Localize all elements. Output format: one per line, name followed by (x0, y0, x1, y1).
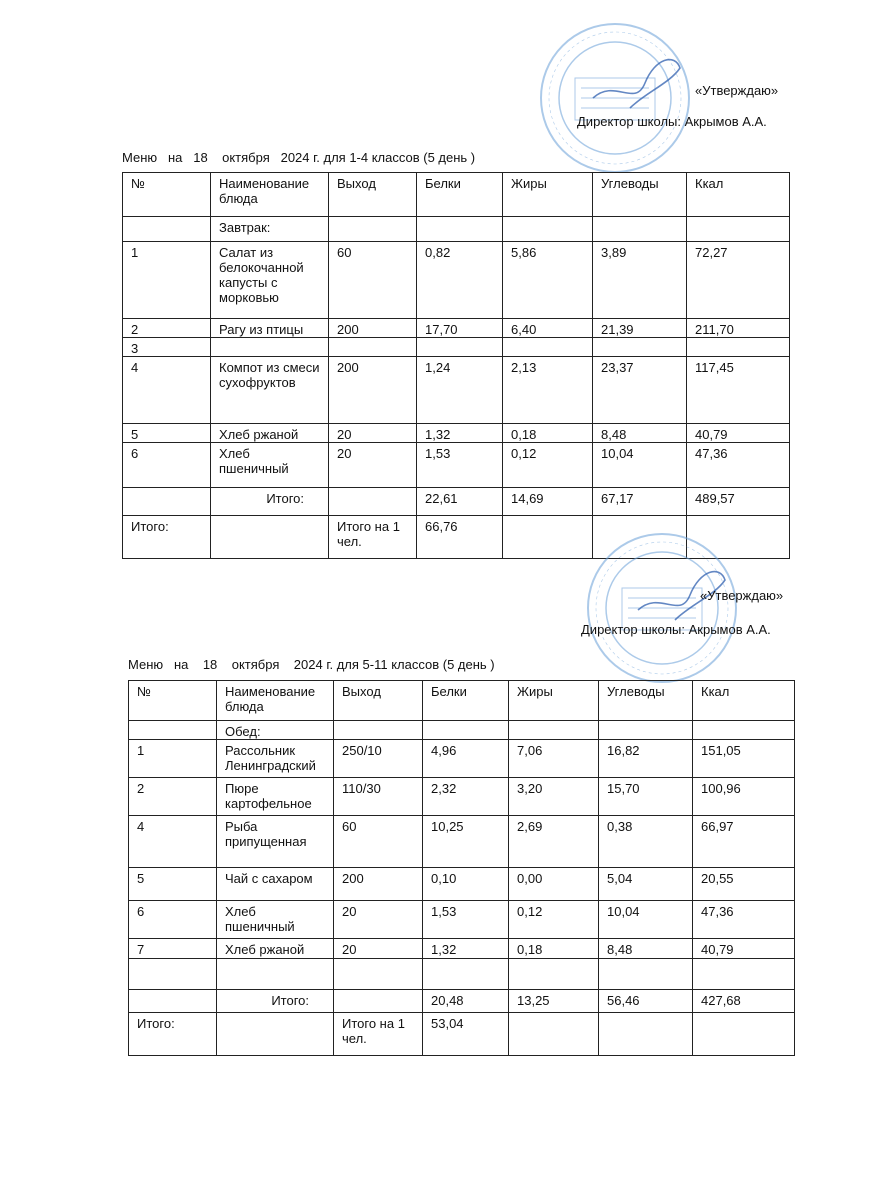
empty-cell (503, 217, 593, 242)
table-row (123, 443, 790, 488)
col-dish-header: Наименование блюда (211, 173, 329, 217)
table-row (129, 740, 795, 778)
dish-carbs: 0,38 (599, 816, 693, 868)
dish-number: 5 (123, 424, 211, 443)
empty-cell (509, 721, 599, 740)
table-row (129, 816, 795, 868)
dish-kcal (687, 338, 790, 357)
dish-protein: 1,24 (417, 357, 503, 424)
col-kcal-header: Ккал (687, 173, 790, 217)
total-protein: 22,61 (417, 488, 503, 516)
dish-fat: 7,06 (509, 740, 599, 778)
total-carbs: 67,17 (593, 488, 687, 516)
dish-protein: 10,25 (423, 816, 509, 868)
empty-cell (423, 721, 509, 740)
dish-protein: 17,70 (417, 319, 503, 338)
dish-carbs: 15,70 (599, 778, 693, 816)
empty-cell (599, 721, 693, 740)
col-protein-header: Белки (423, 681, 509, 721)
approval-director: Директор школы: Акрымов А.А. (581, 622, 771, 637)
dish-output: 200 (334, 868, 423, 901)
table-row (123, 319, 790, 338)
per-person-value: 66,76 (417, 516, 503, 559)
dish-output (329, 338, 417, 357)
col-carbs-header: Углеводы (593, 173, 687, 217)
dish-protein: 2,32 (423, 778, 509, 816)
col-number-header: № (129, 681, 217, 721)
dish-name (217, 959, 334, 990)
per-person-label: Итого на 1 чел. (334, 1013, 423, 1056)
table-row (123, 242, 790, 319)
dish-output: 250/10 (334, 740, 423, 778)
table-row (123, 424, 790, 443)
dish-protein: 0,82 (417, 242, 503, 319)
table-row (129, 721, 795, 740)
dish-number: 2 (123, 319, 211, 338)
table-row (123, 488, 790, 516)
empty-cell (129, 721, 217, 740)
dish-output: 200 (329, 319, 417, 338)
dish-protein: 1,32 (417, 424, 503, 443)
table-row (123, 217, 790, 242)
header-row (123, 173, 790, 217)
dish-kcal: 100,96 (693, 778, 795, 816)
dish-fat: 5,86 (503, 242, 593, 319)
director-signature (585, 48, 695, 118)
dish-protein (423, 959, 509, 990)
menu-title: Меню на 18 октября 2024 г. для 5-11 классов (5 день ) (128, 657, 495, 672)
col-number-header: № (123, 173, 211, 217)
dish-kcal: 72,27 (687, 242, 790, 319)
table-row (129, 1013, 795, 1056)
dish-carbs: 10,04 (599, 901, 693, 939)
dish-name: Хлеб пшеничный (211, 443, 329, 488)
table-row (123, 357, 790, 424)
dish-kcal: 20,55 (693, 868, 795, 901)
dish-fat: 0,18 (503, 424, 593, 443)
empty-cell (129, 990, 217, 1013)
col-fat-header: Жиры (509, 681, 599, 721)
dish-name: Рассольник Ленинградский (217, 740, 334, 778)
dish-protein: 0,10 (423, 868, 509, 901)
total-fat: 13,25 (509, 990, 599, 1013)
dish-name: Компот из смеси сухофруктов (211, 357, 329, 424)
dish-protein: 4,96 (423, 740, 509, 778)
dish-output: 60 (334, 816, 423, 868)
dish-kcal: 47,36 (693, 901, 795, 939)
dish-kcal (693, 959, 795, 990)
table-row (123, 338, 790, 357)
table-row (129, 990, 795, 1013)
col-fat-header: Жиры (503, 173, 593, 217)
dish-kcal: 117,45 (687, 357, 790, 424)
dish-carbs: 8,48 (593, 424, 687, 443)
approval-title: «Утверждаю» (700, 588, 784, 603)
header-row (129, 681, 795, 721)
dish-output: 200 (329, 357, 417, 424)
dish-fat: 2,13 (503, 357, 593, 424)
dish-kcal: 211,70 (687, 319, 790, 338)
col-carbs-header: Углеводы (599, 681, 693, 721)
dish-carbs: 3,89 (593, 242, 687, 319)
dish-name (211, 338, 329, 357)
dish-number: 4 (123, 357, 211, 424)
dish-fat (503, 338, 593, 357)
empty-cell (599, 1013, 693, 1056)
dish-fat (509, 959, 599, 990)
empty-cell (329, 217, 417, 242)
col-output-header: Выход (334, 681, 423, 721)
dish-name: Рагу из птицы (211, 319, 329, 338)
dish-fat: 0,00 (509, 868, 599, 901)
empty-cell (503, 516, 593, 559)
col-kcal-header: Ккал (693, 681, 795, 721)
total-label: Итого: (211, 488, 329, 516)
menu-table-1 (122, 172, 790, 559)
dish-number: 5 (129, 868, 217, 901)
approval-director: Директор школы: Акрымов А.А. (577, 114, 767, 129)
dish-output: 110/30 (334, 778, 423, 816)
dish-output: 20 (329, 443, 417, 488)
empty-cell (217, 1013, 334, 1056)
table-row (129, 959, 795, 990)
dish-number: 4 (129, 816, 217, 868)
dish-protein: 1,32 (423, 939, 509, 959)
col-protein-header: Белки (417, 173, 503, 217)
empty-cell (329, 488, 417, 516)
total-protein: 20,48 (423, 990, 509, 1013)
dish-fat: 0,12 (509, 901, 599, 939)
empty-cell (417, 217, 503, 242)
table-row (129, 778, 795, 816)
dish-fat: 3,20 (509, 778, 599, 816)
dish-name: Пюре картофельное (217, 778, 334, 816)
dish-number: 6 (123, 443, 211, 488)
empty-cell (693, 1013, 795, 1056)
table-row (129, 901, 795, 939)
dish-carbs (599, 959, 693, 990)
grand-total-label: Итого: (123, 516, 211, 559)
dish-carbs: 16,82 (599, 740, 693, 778)
dish-carbs: 10,04 (593, 443, 687, 488)
dish-protein: 1,53 (423, 901, 509, 939)
dish-output: 20 (329, 424, 417, 443)
dish-number: 1 (129, 740, 217, 778)
dish-number: 1 (123, 242, 211, 319)
total-label: Итого: (217, 990, 334, 1013)
dish-output: 60 (329, 242, 417, 319)
dish-protein: 1,53 (417, 443, 503, 488)
dish-name: Салат из белокочанной капусты с морковью (211, 242, 329, 319)
dish-fat: 2,69 (509, 816, 599, 868)
dish-carbs: 23,37 (593, 357, 687, 424)
empty-cell (123, 217, 211, 242)
empty-cell (211, 516, 329, 559)
grand-total-label: Итого: (129, 1013, 217, 1056)
dish-name: Хлеб пшеничный (217, 901, 334, 939)
total-fat: 14,69 (503, 488, 593, 516)
dish-kcal: 40,79 (687, 424, 790, 443)
empty-cell (509, 1013, 599, 1056)
approval-title: «Утверждаю» (695, 83, 779, 98)
per-person-label: Итого на 1 чел. (329, 516, 417, 559)
empty-cell (687, 217, 790, 242)
dish-number: 2 (129, 778, 217, 816)
menu-title: Меню на 18 октября 2024 г. для 1-4 классов (5 день ) (122, 150, 476, 165)
col-dish-header: Наименование блюда (217, 681, 334, 721)
dish-name: Хлеб ржаной (211, 424, 329, 443)
col-output-header: Выход (329, 173, 417, 217)
dish-name: Хлеб ржаной (217, 939, 334, 959)
total-kcal: 489,57 (687, 488, 790, 516)
dish-carbs: 8,48 (599, 939, 693, 959)
dish-name: Чай с сахаром (217, 868, 334, 901)
dish-number: 6 (129, 901, 217, 939)
empty-cell (334, 990, 423, 1013)
dish-output (334, 959, 423, 990)
dish-output: 20 (334, 901, 423, 939)
dish-carbs: 5,04 (599, 868, 693, 901)
dish-protein (417, 338, 503, 357)
meal-section-label: Обед: (217, 721, 334, 740)
dish-number: 7 (129, 939, 217, 959)
empty-cell (693, 721, 795, 740)
table-row (129, 939, 795, 959)
meal-section-label: Завтрак: (211, 217, 329, 242)
dish-fat: 6,40 (503, 319, 593, 338)
dish-number (129, 959, 217, 990)
menu-table-2 (128, 680, 795, 1056)
dish-carbs: 21,39 (593, 319, 687, 338)
dish-fat: 0,18 (509, 939, 599, 959)
dish-kcal: 151,05 (693, 740, 795, 778)
dish-carbs (593, 338, 687, 357)
empty-cell (593, 217, 687, 242)
per-person-value: 53,04 (423, 1013, 509, 1056)
dish-fat: 0,12 (503, 443, 593, 488)
dish-output: 20 (334, 939, 423, 959)
total-carbs: 56,46 (599, 990, 693, 1013)
dish-kcal: 40,79 (693, 939, 795, 959)
dish-number: 3 (123, 338, 211, 357)
dish-kcal: 47,36 (687, 443, 790, 488)
empty-cell (123, 488, 211, 516)
total-kcal: 427,68 (693, 990, 795, 1013)
empty-cell (334, 721, 423, 740)
table-row (129, 868, 795, 901)
dish-name: Рыба припущенная (217, 816, 334, 868)
dish-kcal: 66,97 (693, 816, 795, 868)
